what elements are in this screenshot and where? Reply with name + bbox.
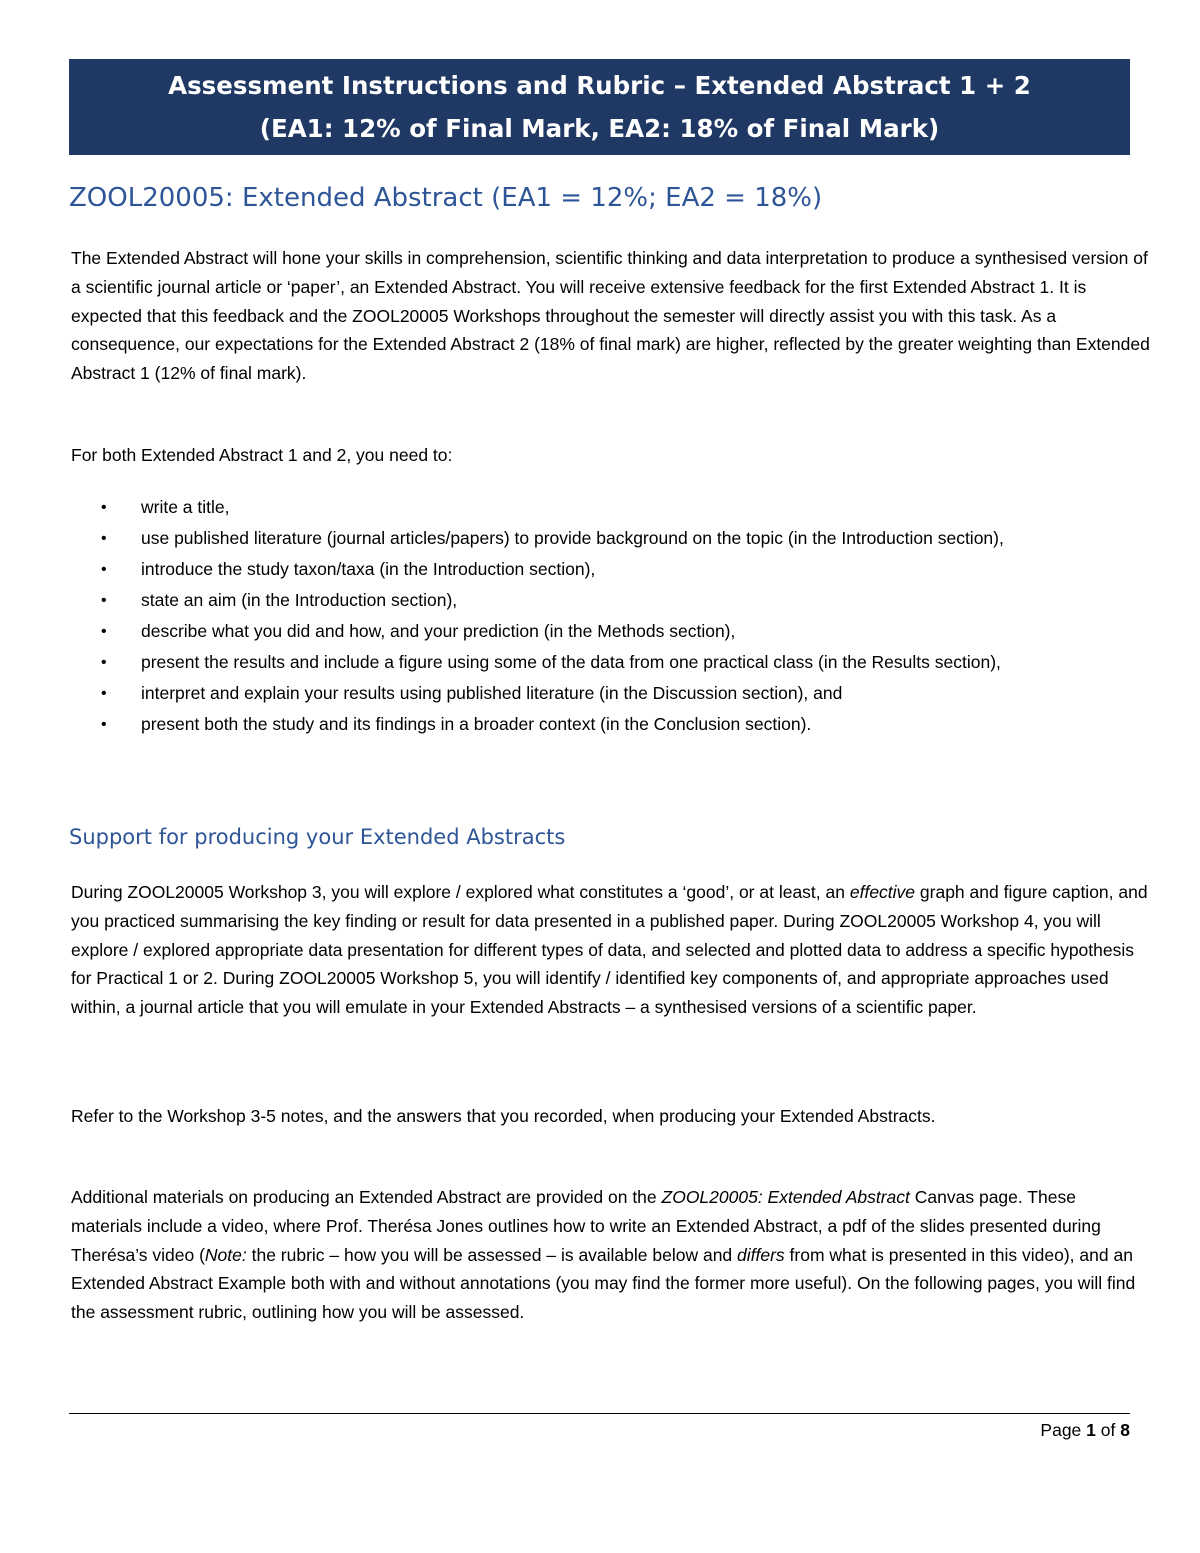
bullet-icon: • [101,530,107,547]
main-heading: ZOOL20005: Extended Abstract (EA1 = 12%; EA2 = 18%) [69,183,823,213]
list-item: • write a title, [71,492,1151,523]
bullet-icon: • [101,499,107,516]
list-item: • describe what you did and how, and your prediction (in the Methods section), [71,616,1151,647]
requirements-list [71,492,1151,740]
total-pages-number: 8 [1120,1420,1130,1440]
bullet-icon: • [101,623,107,640]
refer-paragraph: Refer to the Workshop 3-5 notes, and the answers that you recorded, when producing your Extended Abstracts. [71,1106,936,1126]
intro-paragraph: The Extended Abstract will hone your skills in comprehension, scientific thinking and data interpretation to produce a synthesised version of a scientific journal article or ‘paper’, an Extended Abstract. You will receive extensive feedback for the first Extended Abstract 1. It is expected that this feedback and the ZOOL20005 Workshops throughout the semester will directly assist you with this task. As a consequence, our expectations for the Extended Abstract 2 (18% of final mark) are higher, reflected by the greater weighting than Extended Abstract 1 (12% of final mark). [71,248,1150,384]
bullet-icon: • [101,561,107,578]
list-item: • present the results and include a figure using some of the data from one practical class (in the Results section), [71,647,1151,678]
additional-materials-paragraph: Additional materials on producing an Extended Abstract are provided on the ZOOL20005: Extended Abstract Canvas page. These materials include a video, where Prof. Therésa Jones outlines how to write an Extended Abstract, a pdf of the slides presented during Therésa’s video (Note: the rubric – how you will be assessed – is available below and differs from what is presented in this video), and an Extended Abstract Example both with and without annotations (you may find the former more useful). On the following pages, you will find the assessment rubric, outlining how you will be assessed. [71,1187,1136,1323]
footer-divider [69,1413,1130,1414]
list-item: • state an aim (in the Introduction section), [71,585,1151,616]
current-page-number: 1 [1086,1420,1096,1440]
list-item: • use published literature (journal articles/papers) to provide background on the topic (in the Introduction section), [71,523,1151,554]
bullet-icon: • [101,685,107,702]
list-intro: For both Extended Abstract 1 and 2, you need to: [71,445,453,465]
workshop-paragraph: During ZOOL20005 Workshop 3, you will explore / explored what constitutes a ‘good’, or at least, an effective graph and figure caption, and you practiced summarising the key finding or result for data presented in a published paper. During ZOOL20005 Workshop 4, you will explore / explored appropriate data presentation for different types of data, and selected and plotted data to address a specific hypothesis for Practical 1 or 2. During ZOOL20005 Workshop 5, you will identify / identified key components of, and appropriate approaches used within, a journal article that you will emulate in your Extended Abstracts – a synthesised versions of a scientific paper. [71,882,1148,1018]
banner-title-line-2: (EA1: 12% of Final Mark, EA2: 18% of Final Mark) [259,114,940,143]
title-banner [69,59,1130,155]
bullet-icon: • [101,654,107,671]
support-heading: Support for producing your Extended Abstracts [69,825,566,849]
list-item: • interpret and explain your results using published literature (in the Discussion section), and [71,678,1151,709]
bullet-icon: • [101,592,107,609]
bullet-icon: • [101,716,107,733]
banner-title-line-1: Assessment Instructions and Rubric – Extended Abstract 1 + 2 [168,71,1031,100]
page-number-footer: Page 1 of 8 [1040,1420,1130,1440]
list-item: • introduce the study taxon/taxa (in the Introduction section), [71,554,1151,585]
list-item: • present both the study and its findings in a broader context (in the Conclusion section). [71,709,1151,740]
